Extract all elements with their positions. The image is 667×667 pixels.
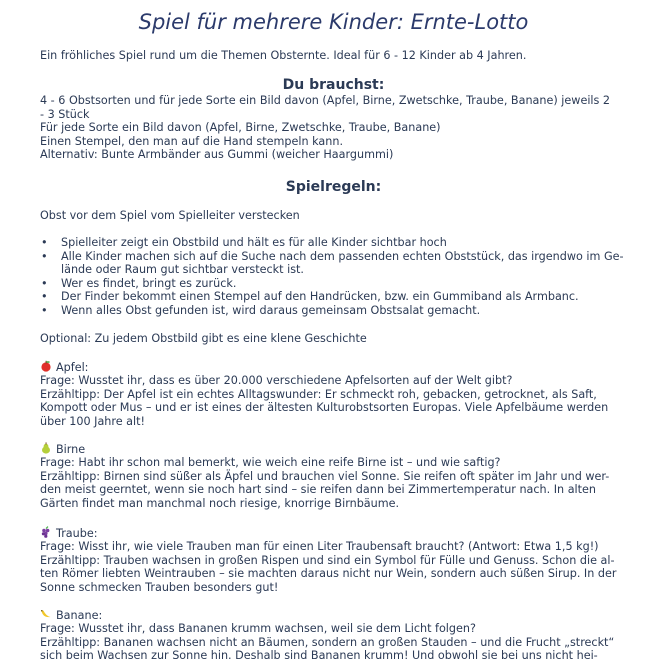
- needs-line-3: Einen Stempel, den man auf die Hand stempeln kann.: [40, 134, 344, 148]
- rules-list-item: • Spielleiter zeigt ein Obstbild und hält es für alle Kinder sichtbar hoch: [40, 236, 635, 250]
- fruit-heading-traube: Traube:: [40, 526, 635, 541]
- needs-line-4: Alternativ: Bunte Armbänder aus Gummi (weicher Haargummi): [40, 148, 394, 162]
- needs-heading: Du brauchst:: [282, 77, 385, 93]
- needs-line-1b: - 3 Stück: [40, 107, 90, 121]
- rules-prep: Obst vor dem Spiel vom Spielleiter verstecken: [40, 209, 300, 222]
- optional-note: Optional: Zu jedem Obstbild gibt es eine klene Geschichte: [40, 332, 367, 345]
- fruit-heading-apfel: Apfel:: [40, 360, 635, 375]
- intro-text: Ein fröhliches Spiel rund um die Themen Obsternte. Ideal für 6 - 12 Kinder ab 4 Jahren.: [40, 49, 527, 62]
- rules-list-item: • Der Finder bekommt einen Stempel auf den Handrücken, bzw. ein Gummiband als Armbanc.: [40, 290, 635, 304]
- needs-line-2: Für jede Sorte ein Bild davon (Apfel, Birne, Zwetschke, Traube, Banane): [40, 121, 441, 135]
- fruit-text-line: Frage: Wisst ihr, wie viele Trauben man für einen Liter Traubensaft braucht? (Antwort: Etwa 1,5 kg!): [40, 540, 599, 553]
- fruit-text-line: Erzähltipp: Der Apfel ist ein echtes Alltagswunder: Er schmeckt roh, gebacken, getrocknet, als Saft,: [40, 387, 597, 401]
- needs-line-1: 4 - 6 Obstsorten und für jede Sorte ein Bild davon (Apfel, Birne, Zwetschke, Traube, Banane) jeweils 2: [40, 94, 611, 107]
- fruit-text-line: Frage: Wusstet ihr, dass es über 20.000 verschiedene Apfelsorten auf der Welt gibt?: [40, 374, 513, 387]
- banana-icon: [40, 608, 52, 620]
- apple-icon: [40, 360, 52, 372]
- grapes-icon: [40, 526, 52, 538]
- page-title: Spiel für mehrere Kinder: Ernte-Lotto: [138, 10, 529, 34]
- fruit-text-line: Erzähltipp: Trauben wachsen in großen Rispen und sind ein Symbol für Fülle und Genuss. Schon die al-: [40, 553, 615, 567]
- fruit-heading-birne: Birne: [40, 442, 635, 457]
- fruit-heading-banane: Banane:: [40, 608, 635, 623]
- fruit-text-line: Sonne schmecken Trauben besonders gut!: [40, 580, 279, 594]
- fruit-text-line: Gärten findet man manchmal noch riesige, knorrige Birnbäume.: [40, 496, 400, 510]
- fruit-text-line: ten Römer liebten Weintrauben – sie machten daraus nicht nur Wein, sondern auch süßen Sirup. In der: [40, 567, 617, 581]
- fruit-text-line: Frage: Wusstet ihr, dass Bananen krumm wachsen, weil sie dem Licht folgen?: [40, 622, 476, 635]
- fruit-text-line: Erzähltipp: Birnen sind süßer als Äpfel und brauchen viel Sonne. Sie reifen oft später im Jahr und wer-: [40, 469, 610, 483]
- fruit-text-line: sich beim Wachsen zur Sonne hin. Deshalb sind Bananen krumm! Und obwohl sie bei uns nicht hei-: [40, 649, 598, 662]
- fruit-text-line: Erzähltipp: Bananen wachsen nicht an Bäumen, sondern an großen Stauden – und die Frucht „streckt“: [40, 635, 615, 649]
- rules-list-item: • Wer es findet, bringt es zurück.: [40, 277, 635, 291]
- fruit-text-line: über 100 Jahre alt!: [40, 414, 146, 428]
- rules-list: [40, 236, 635, 318]
- fruit-text-line: Frage: Habt ihr schon mal bemerkt, wie weich eine reife Birne ist – und wie saftig?: [40, 456, 501, 469]
- pear-icon: [40, 442, 52, 454]
- fruit-text-line: den meist geerntet, wenn sie noch hart sind – sie reifen dann bei Zimmertemperatur nach. In alten: [40, 483, 597, 497]
- rules-heading: Spielregeln:: [285, 179, 382, 195]
- rules-list-item: • Alle Kinder machen sich auf die Suche nach dem passenden echten Obststück, das irgendwo im Ge- lände oder Raum gut sichtbar versteckt ist.: [40, 250, 635, 277]
- rules-list-item: • Wenn alles Obst gefunden ist, wird daraus gemeinsam Obstsalat gemacht.: [40, 304, 635, 318]
- fruit-text-line: Kompott oder Mus – und er ist eines der ältesten Kulturobstsorten Europas. Viele Apfelbäume werden: [40, 401, 609, 415]
